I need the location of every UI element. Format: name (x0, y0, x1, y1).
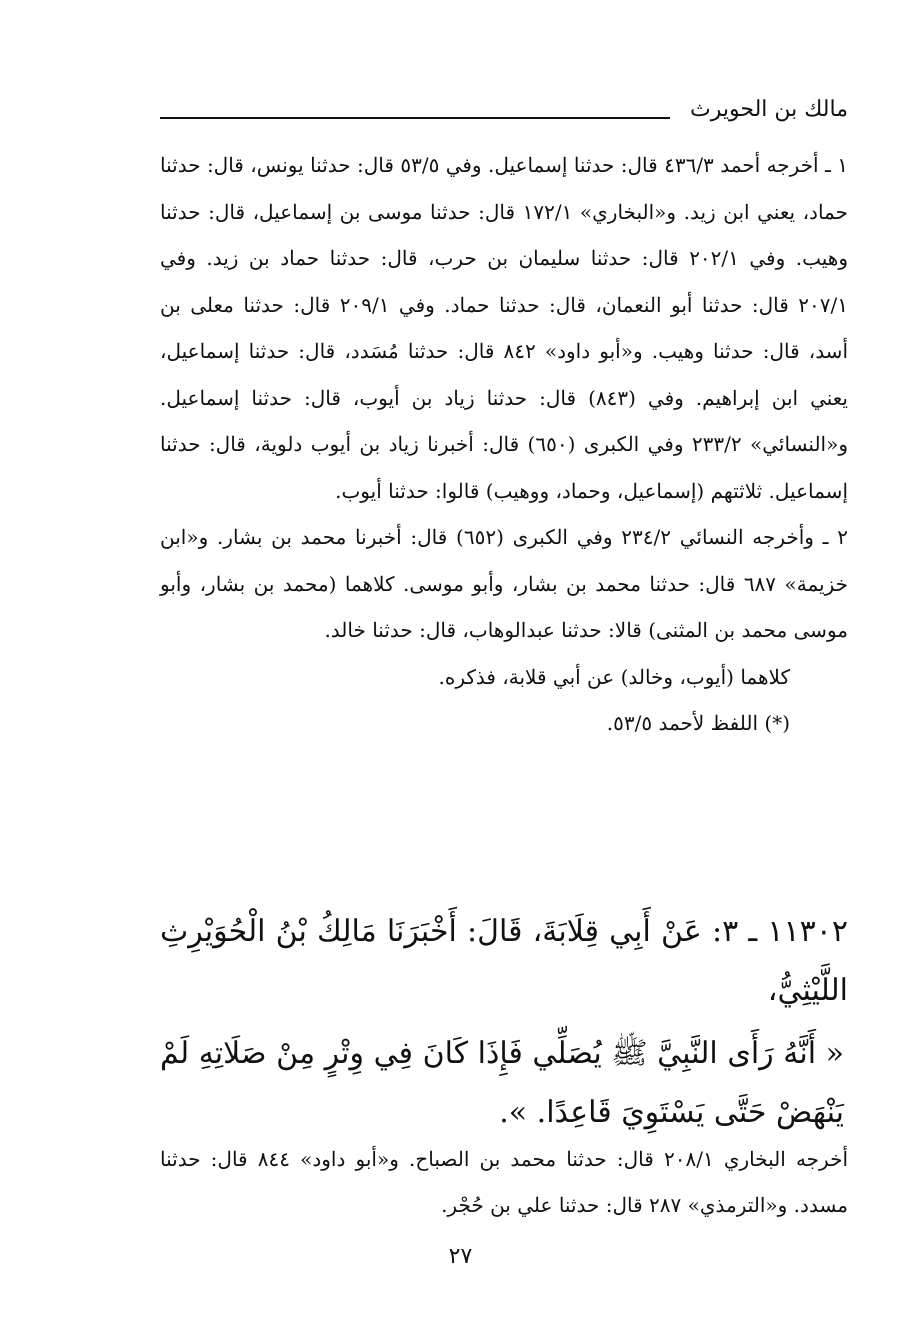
hadith-heading: ١١٣٠٢ ـ ٣: عَنْ أَبِي قِلَابَةَ، قَالَ: أَخْبَرَنَا مَالِكُ بْنُ الْحُوَيْرِثِ اللَّيْثِيُّ، (160, 914, 848, 1008)
sources-text: أخرجه البخاري ٢٠٨/١ قال: حدثنا محمد بن الصباح. و«أبو داود» ٨٤٤ قال: حدثنا مسدد. و«الترمذي» ٢٨٧ قال: حدثنا علي بن حُجْر. (160, 1147, 849, 1217)
footnotes-block (160, 142, 848, 747)
hadith-sources (160, 1136, 848, 1228)
page-number: ٢٧ (448, 1244, 473, 1269)
hadith-block (160, 902, 848, 1142)
hadith-text: « أَنَّهُ رَأَى النَّبِيَّ ﷺ يُصَلِّي فَإِذَا كَانَ فِي وِتْرٍ مِنْ صَلَاتِهِ لَمْ يَنْهَضْ حَتَّى يَسْتَوِيَ قَاعِدًا. ». (160, 1036, 844, 1130)
running-header (160, 90, 848, 130)
footnote-2: ٢ ـ وأخرجه النسائي ٢٣٤/٢ وفي الكبرى (٦٥٢) قال: أخبرنا محمد بن بشار. و«ابن خزيمة» ٦٨٧ قال: حدثنا محمد بن بشار، وأبو موسى. كلاهما (محمد بن بشار، وأبو موسى محمد بن المثنى) قالا: حدثنا عبدالوهاب، قال: حدثنا خالد. (160, 525, 849, 642)
header-title: مالك بن الحويرث (690, 97, 848, 122)
footnote-both-paths: كلاهما (أيوب، وخالد) عن أبي قلابة، فذكره. (438, 664, 790, 689)
footnote-wording: (*) اللفظ لأحمد ٥٣/٥. (606, 711, 790, 735)
header-rule (160, 117, 670, 119)
footnote-1: ١ ـ أخرجه أحمد ٤٣٦/٣ قال: حدثنا إسماعيل. وفي ٥٣/٥ قال: حدثنا يونس، قال: حدثنا حماد، يعني ابن زيد. و«البخاري» ١٧٢/١ قال: حدثنا موسى بن إسماعيل، قال: حدثنا وهيب. وفي ٢٠٢/١ قال: حدثنا سليمان بن حرب، قال: حدثنا حماد بن زيد. وفي ٢٠٧/١ قال: حدثنا أبو النعمان، قال: حدثنا حماد. وفي ٢٠٩/١ قال: حدثنا معلى بن أسد، قال: حدثنا وهيب. و«أبو داود» ٨٤٢ قال: حدثنا مُسَدد، قال: حدثنا إسماعيل، يعني ابن إبراهيم. وفي (٨٤٣) قال: حدثنا زياد بن أيوب، قال: حدثنا إسماعيل. و«النسائي» ٢٣٣/٢ وفي الكبرى (٦٥٠) قال: أخبرنا زياد بن أيوب دلوية، قال: حدثنا إسماعيل. ثلاثتهم (إسماعيل، وحماد، ووهيب) قالوا: حدثنا أيوب. (160, 153, 849, 503)
